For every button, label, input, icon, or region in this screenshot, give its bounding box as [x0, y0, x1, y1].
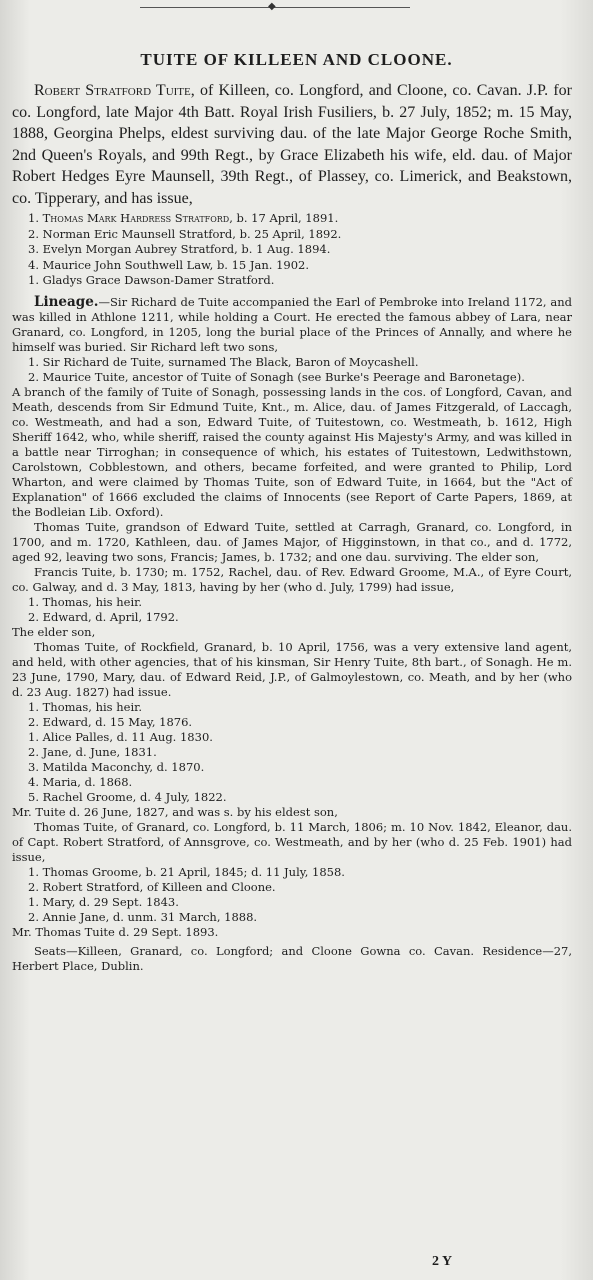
list-item: 4. Maria, d. 1868. [28, 774, 133, 789]
branch-paragraph: A branch of the family of Tuite of Sonagh, possessing lands in the cos. of Longford, Cavan, and Meath, descends from Sir Edmund Tuite, Knt., m. Alice, dau. of James Fitzgerald, of Laccagh, co. Westmeath, and had a son, Edward Tuite, of Tuitestown, co. Westmeath, b. 1612, High Sheriff 1642, who, while sheriff, raised the county against His Majesty's Army, and was killed in a battle near Tirroghan; in consequence of which, his estates of Tuitestown, Ledwithstown, Carolstown, Cobblestown, and others, became forfeited, and were granted to Philip, Lord Wharton, and were claimed by Thomas Tuite, son of Edward Tuite, in 1664, but the "Act of Explanation" of 1666 excluded the claims of Innocents (see Report of Carte Papers, 1869, at the Bodleian Lib. Oxford). [12, 384, 572, 519]
list-item: 1. Thomas, his heir. [28, 699, 143, 714]
francis-tuite-paragraph: Francis Tuite, b. 1730; m. 1752, Rachel, dau. of Rev. Edward Groome, M.A., of Eyre Court, co. Galway, and d. 3 May, 1813, having by her (who d. July, 1799) had issue, [12, 564, 572, 594]
list-item: 5. Rachel Groome, d. 4 July, 1822. [28, 789, 227, 804]
granard-paragraph: Thomas Tuite, of Granard, co. Longford, b. 11 March, 1806; m. 10 Nov. 1842, Eleanor, dau. of Capt. Robert Stratford, of Annsgrove, co. Westmeath, and by her (who d. 25 Feb. 1901) had issue, [12, 819, 572, 864]
death-line: Mr. Thomas Tuite d. 29 Sept. 1893. [12, 924, 219, 939]
list-item: 1. Mary, d. 29 Sept. 1843. [28, 894, 179, 909]
rockfield-issue-list [28, 700, 572, 805]
issue-list [28, 211, 572, 289]
intro-text: , of Killeen, co. Longford, and Cloone, co. Cavan. J.P. for co. Longford, late Major 4th Batt. Royal Irish Fusiliers, b. 27 July, 1852; m. 15 May, 1888, Georgina Phelps, eldest surviving dau. of the late Major George Roche Smith, 2nd Queen's Royals, and 99th Regt., by Grace Elizabeth his wife, eld. dau. of Major Robert Hedges Eyre Maunsell, 39th Regt., of Plassey, co. Limerick, and Beakstown, co. Tipperary, and has issue, [12, 82, 572, 207]
ornament-diamond-icon: ◆ [268, 1, 276, 12]
document-body [12, 80, 572, 974]
lineage-sons-list [28, 355, 572, 385]
list-item: 1. Alice Palles, d. 11 Aug. 1830. [28, 729, 213, 744]
granard-issue-list [28, 865, 572, 925]
seats-paragraph: Seats—Killeen, Granard, co. Longford; and Cloone Gowna co. Cavan. Residence—27, Herbert Place, Dublin. [12, 943, 572, 973]
francis-issue-list [28, 595, 572, 625]
list-item: 2. Edward, d. April, 1792. [28, 609, 179, 624]
lineage-paragraph: Lineage.—Sir Richard de Tuite accompanied the Earl of Pembroke into Ireland 1172, and was killed in Athlone 1211, while holding a Court. He erected the famous abbey of Lara, near Granard, co. Longford, in 1205, long the burial place of the Princes of Annally, and where he himself was buried. Sir Richard left two sons, [12, 293, 572, 354]
list-item: 2. Maurice Tuite, ancestor of Tuite of Sonagh (see Burke's Peerage and Baronetage). [28, 369, 525, 384]
list-item: 2. Annie Jane, d. unm. 31 March, 1888. [28, 909, 258, 924]
list-item: 2. Edward, d. 15 May, 1876. [28, 714, 193, 729]
issue-item: 4. Maurice John Southwell Law, b. 15 Jan. 1902. [28, 257, 310, 272]
succession-line: Mr. Tuite d. 26 June, 1827, and was s. by his eldest son, [12, 804, 338, 819]
lineage-heading: Lineage. [34, 293, 99, 310]
issue-item: 3. Evelyn Morgan Aubrey Stratford, b. 1 Aug. 1894. [28, 242, 331, 256]
list-item: 2. Robert Stratford, of Killeen and Cloone. [28, 879, 276, 894]
list-item: 2. Jane, d. June, 1831. [28, 744, 157, 759]
list-item: 1. Sir Richard de Tuite, surnamed The Black, Baron of Moycashell. [28, 354, 419, 369]
issue-item: 1. Thomas Mark Hardress Stratford, b. 17 April, 1891. [28, 211, 339, 225]
list-item: 1. Thomas Groome, b. 21 April, 1845; d. 11 July, 1858. [28, 864, 345, 879]
list-item: 1. Thomas, his heir. [28, 594, 143, 609]
list-item: 3. Matilda Maconchy, d. 1870. [28, 759, 205, 774]
issue-item: 1. Gladys Grace Dawson-Damer Stratford. [28, 273, 275, 287]
issue-item: 2. Norman Eric Maunsell Stratford, b. 25 April, 1892. [28, 226, 342, 241]
page-title: TUITE OF KILLEEN AND CLOONE. [140, 50, 453, 69]
rockfield-paragraph: Thomas Tuite, of Rockfield, Granard, b. 10 April, 1756, was a very extensive land agent, and held, with other agencies, that of his kinsman, Sir Henry Tuite, 8th bart., of Sonagh. He m. 23 June, 1790, Mary, dau. of Edward Reid, J.P., of Galmoylestown, co. Meath, and by her (who d. 23 Aug. 1827) had issue. [12, 639, 572, 699]
signature-mark: 2 Y [432, 1254, 453, 1269]
intro-paragraph [12, 80, 572, 209]
intro-name: Robert Stratford Tuite [34, 82, 191, 99]
thomas-tuite-paragraph: Thomas Tuite, grandson of Edward Tuite, settled at Carragh, Granard, co. Longford, in 1700, and m. 1720, Kathleen, dau. of James Major, of Higginstown, in that co., and d. 1772, aged 92, leaving two sons, Francis; James, b. 1732; and one dau. surviving. The elder son, [12, 519, 572, 564]
elder-son-line: The elder son, [12, 624, 96, 639]
header-ornament [140, 0, 410, 14]
